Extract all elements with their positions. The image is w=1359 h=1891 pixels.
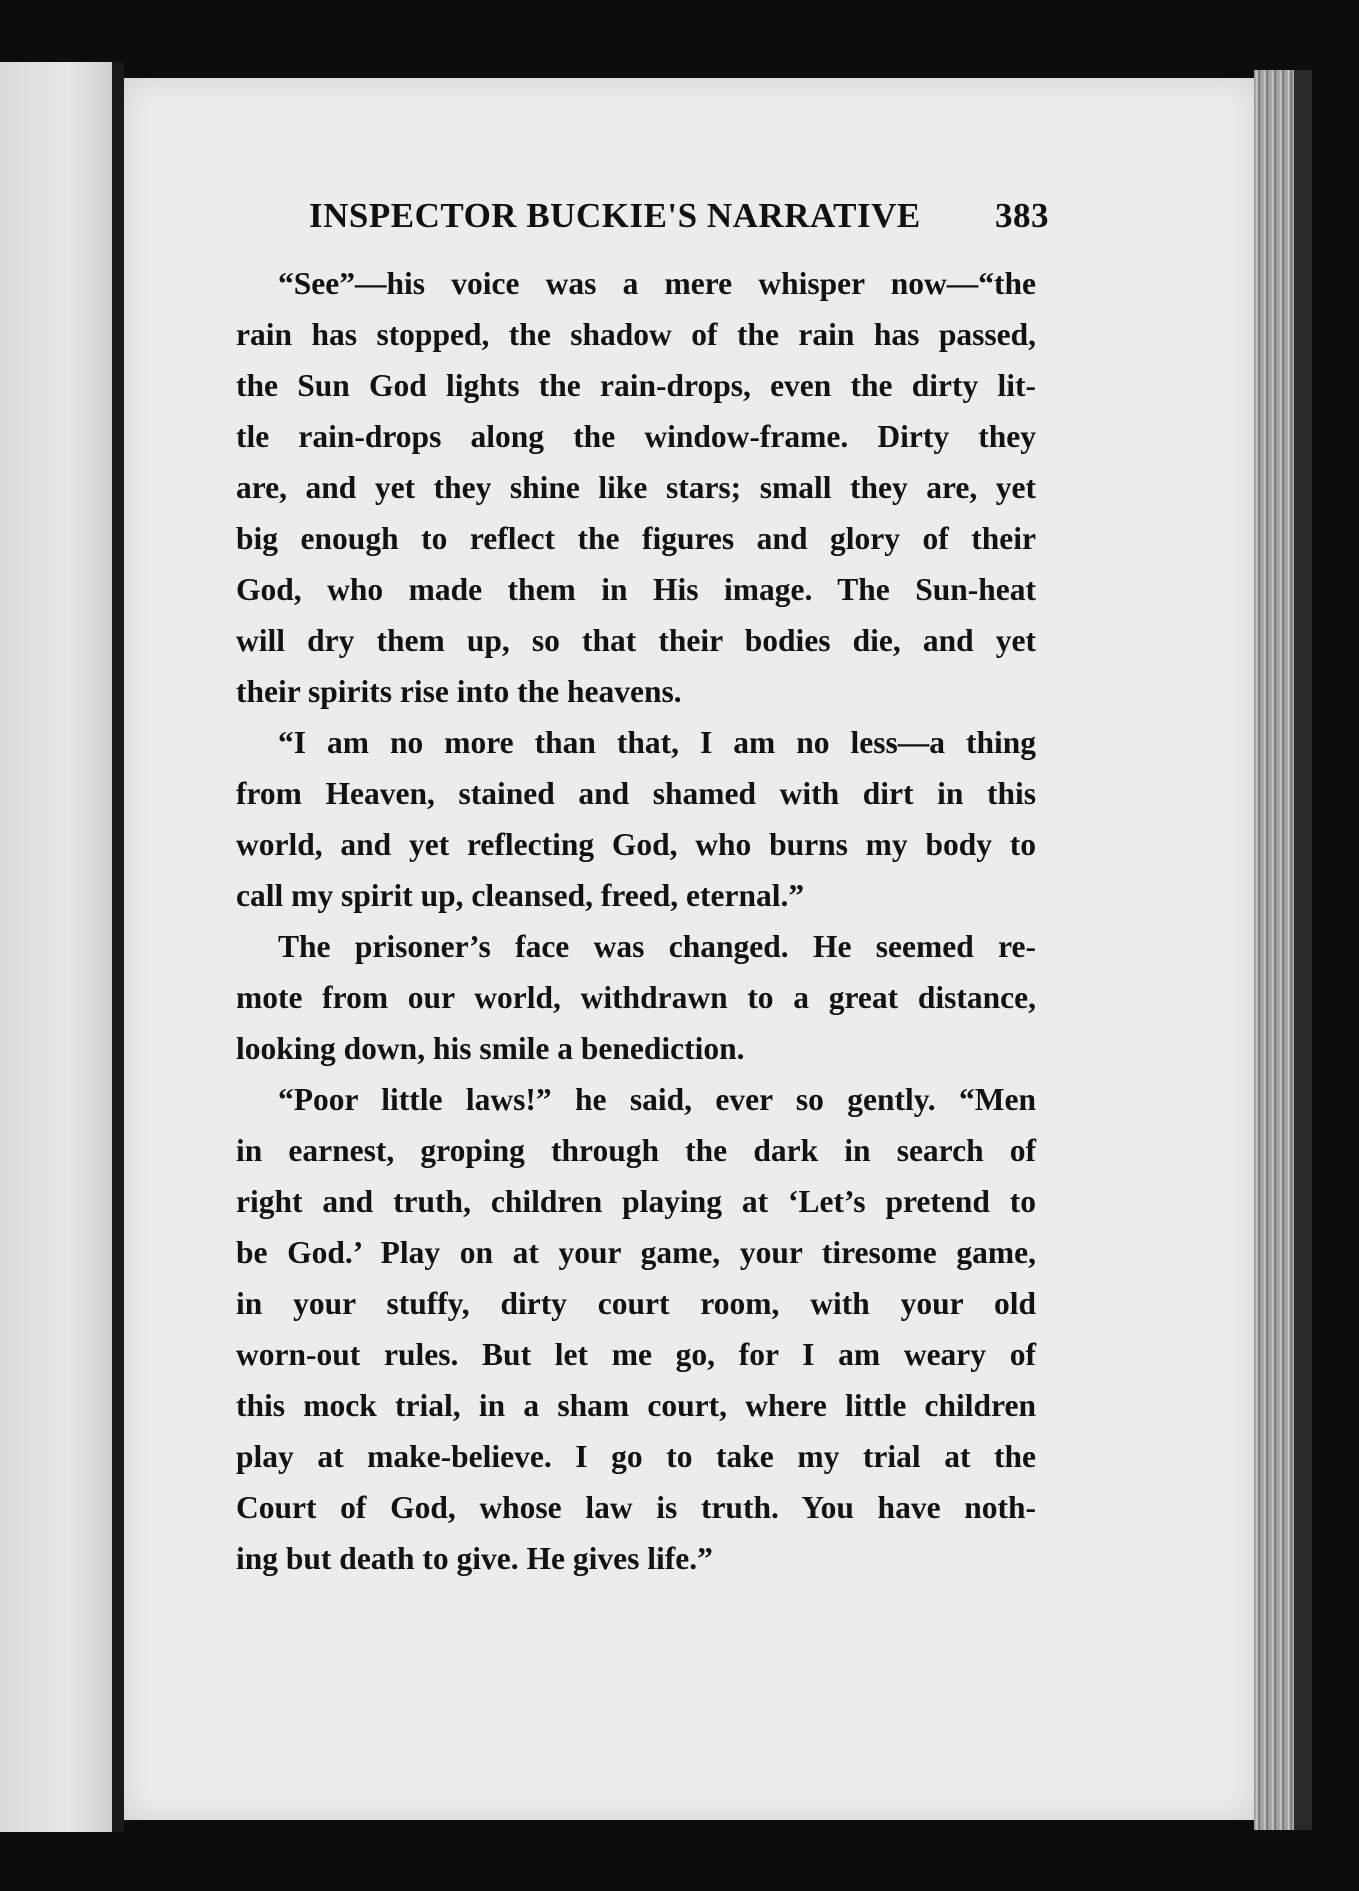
text-line: God, who made them in His image. The Sun-heat [236,572,1036,607]
text-line: “Poor little laws!” he said, ever so gently. “Men [278,1082,1036,1117]
book-gutter [112,62,124,1832]
text-line: worn-out rules. But let me go, for I am weary of [236,1337,1036,1372]
text-line: the Sun God lights the rain-drops, even the dirty lit- [236,368,1036,403]
text-line: their spirits rise into the heavens. [236,674,682,709]
text-line: tle rain-drops along the window-frame. Dirty they [236,419,1036,454]
text-line: looking down, his smile a benediction. [236,1031,745,1066]
body-text [236,258,1036,1584]
text-line: “See”—his voice was a mere whisper now—“the [278,266,1036,301]
text-line: rain has stopped, the shadow of the rain has passed, [236,317,1036,352]
text-line: world, and yet reflecting God, who burns my body to [236,827,1036,862]
text-line: “I am no more than that, I am no less—a thing [278,725,1036,760]
text-line: in earnest, groping through the dark in search of [236,1133,1036,1168]
text-line: mote from our world, withdrawn to a great distance, [236,980,1036,1015]
page-shadow [1294,70,1312,1830]
text-line: right and truth, children playing at ‘Let’s pretend to [236,1184,1036,1219]
running-head [309,196,1049,248]
text-line: will dry them up, so that their bodies die, and yet [236,623,1036,658]
previous-page-edge [0,62,112,1832]
text-line: in your stuffy, dirty court room, with your old [236,1286,1036,1321]
text-line: call my spirit up, cleansed, freed, eternal.” [236,878,805,913]
text-line: Court of God, whose law is truth. You have noth- [236,1490,1036,1525]
text-line: from Heaven, stained and shamed with dirt in this [236,776,1036,811]
page-stack-edge [1254,70,1294,1830]
text-line: be God.’ Play on at your game, your tiresome game, [236,1235,1036,1270]
page-number: 383 [995,196,1049,235]
text-line: play at make-believe. I go to take my trial at the [236,1439,1036,1474]
text-line: this mock trial, in a sham court, where little children [236,1388,1036,1423]
text-line: big enough to reflect the figures and glory of their [236,521,1036,556]
running-head-title: INSPECTOR BUCKIE'S NARRATIVE [309,196,921,235]
text-line: ing but death to give. He gives life.” [236,1541,713,1576]
text-line: The prisoner’s face was changed. He seemed re- [278,929,1036,964]
text-line: are, and yet they shine like stars; small they are, yet [236,470,1036,505]
